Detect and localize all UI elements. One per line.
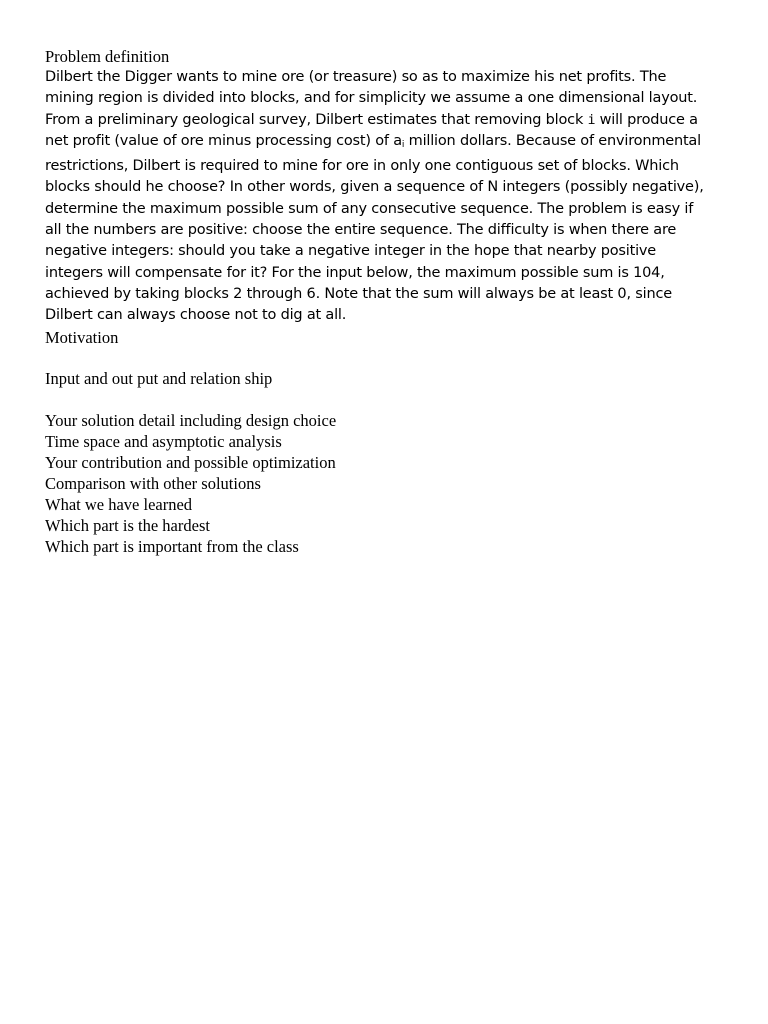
outline-item-learned: What we have learned [45, 494, 193, 514]
block-variable: i [587, 112, 596, 128]
outline-item-comparison: Comparison with other solutions [45, 473, 261, 493]
outline-item-analysis: Time space and asymptotic analysis [45, 431, 282, 451]
spacer [45, 348, 710, 369]
problem-definition-paragraph [45, 67, 710, 327]
problem-definition-heading: Problem definition [45, 47, 170, 66]
outline-item-important: Which part is important from the class [45, 536, 299, 556]
outline-item-hardest: Which part is the hardest [45, 515, 210, 535]
problem-text-part-2: will produce a net profit (value of ore minus processing cost) of a [45, 111, 698, 149]
outline-item-solution-detail: Your solution detail including design choice [45, 410, 337, 430]
input-output-heading: Input and out put and relation ship [45, 369, 273, 389]
document-body [45, 46, 710, 557]
spacer [45, 389, 710, 410]
outline-list [45, 410, 710, 557]
profit-subscript: i [401, 139, 405, 150]
motivation-heading: Motivation [45, 327, 119, 347]
problem-text-part-1: Dilbert the Digger wants to mine ore (or treasure) so as to maximize his net profits. The mining region is divided into blocks, and for simplicity we assume a one dimensional layout. From a preliminary geological survey, Dilbert estimates that removing block [45, 69, 698, 128]
problem-text-part-3: million dollars. Because of environmental restrictions, Dilbert is required to mine for ore in only one contiguous set of blocks. Which blocks should he choose? In other words, given a sequence of N integers (possibly negative), determine the maximum possible sum of any consecutive sequence. The problem is easy if all the numbers are positive: choose the entire sequence. The difficulty is when there are negative integers: should you take a negative integer in the hope that nearby positive integers will compensate for it? For the input below, the maximum possible sum is 104, achieved by taking blocks 2 through 6. Note that the sum will always be at least 0, since Dilbert can always choose not to dig at all. [45, 132, 704, 324]
outline-item-contribution: Your contribution and possible optimization [45, 452, 336, 472]
